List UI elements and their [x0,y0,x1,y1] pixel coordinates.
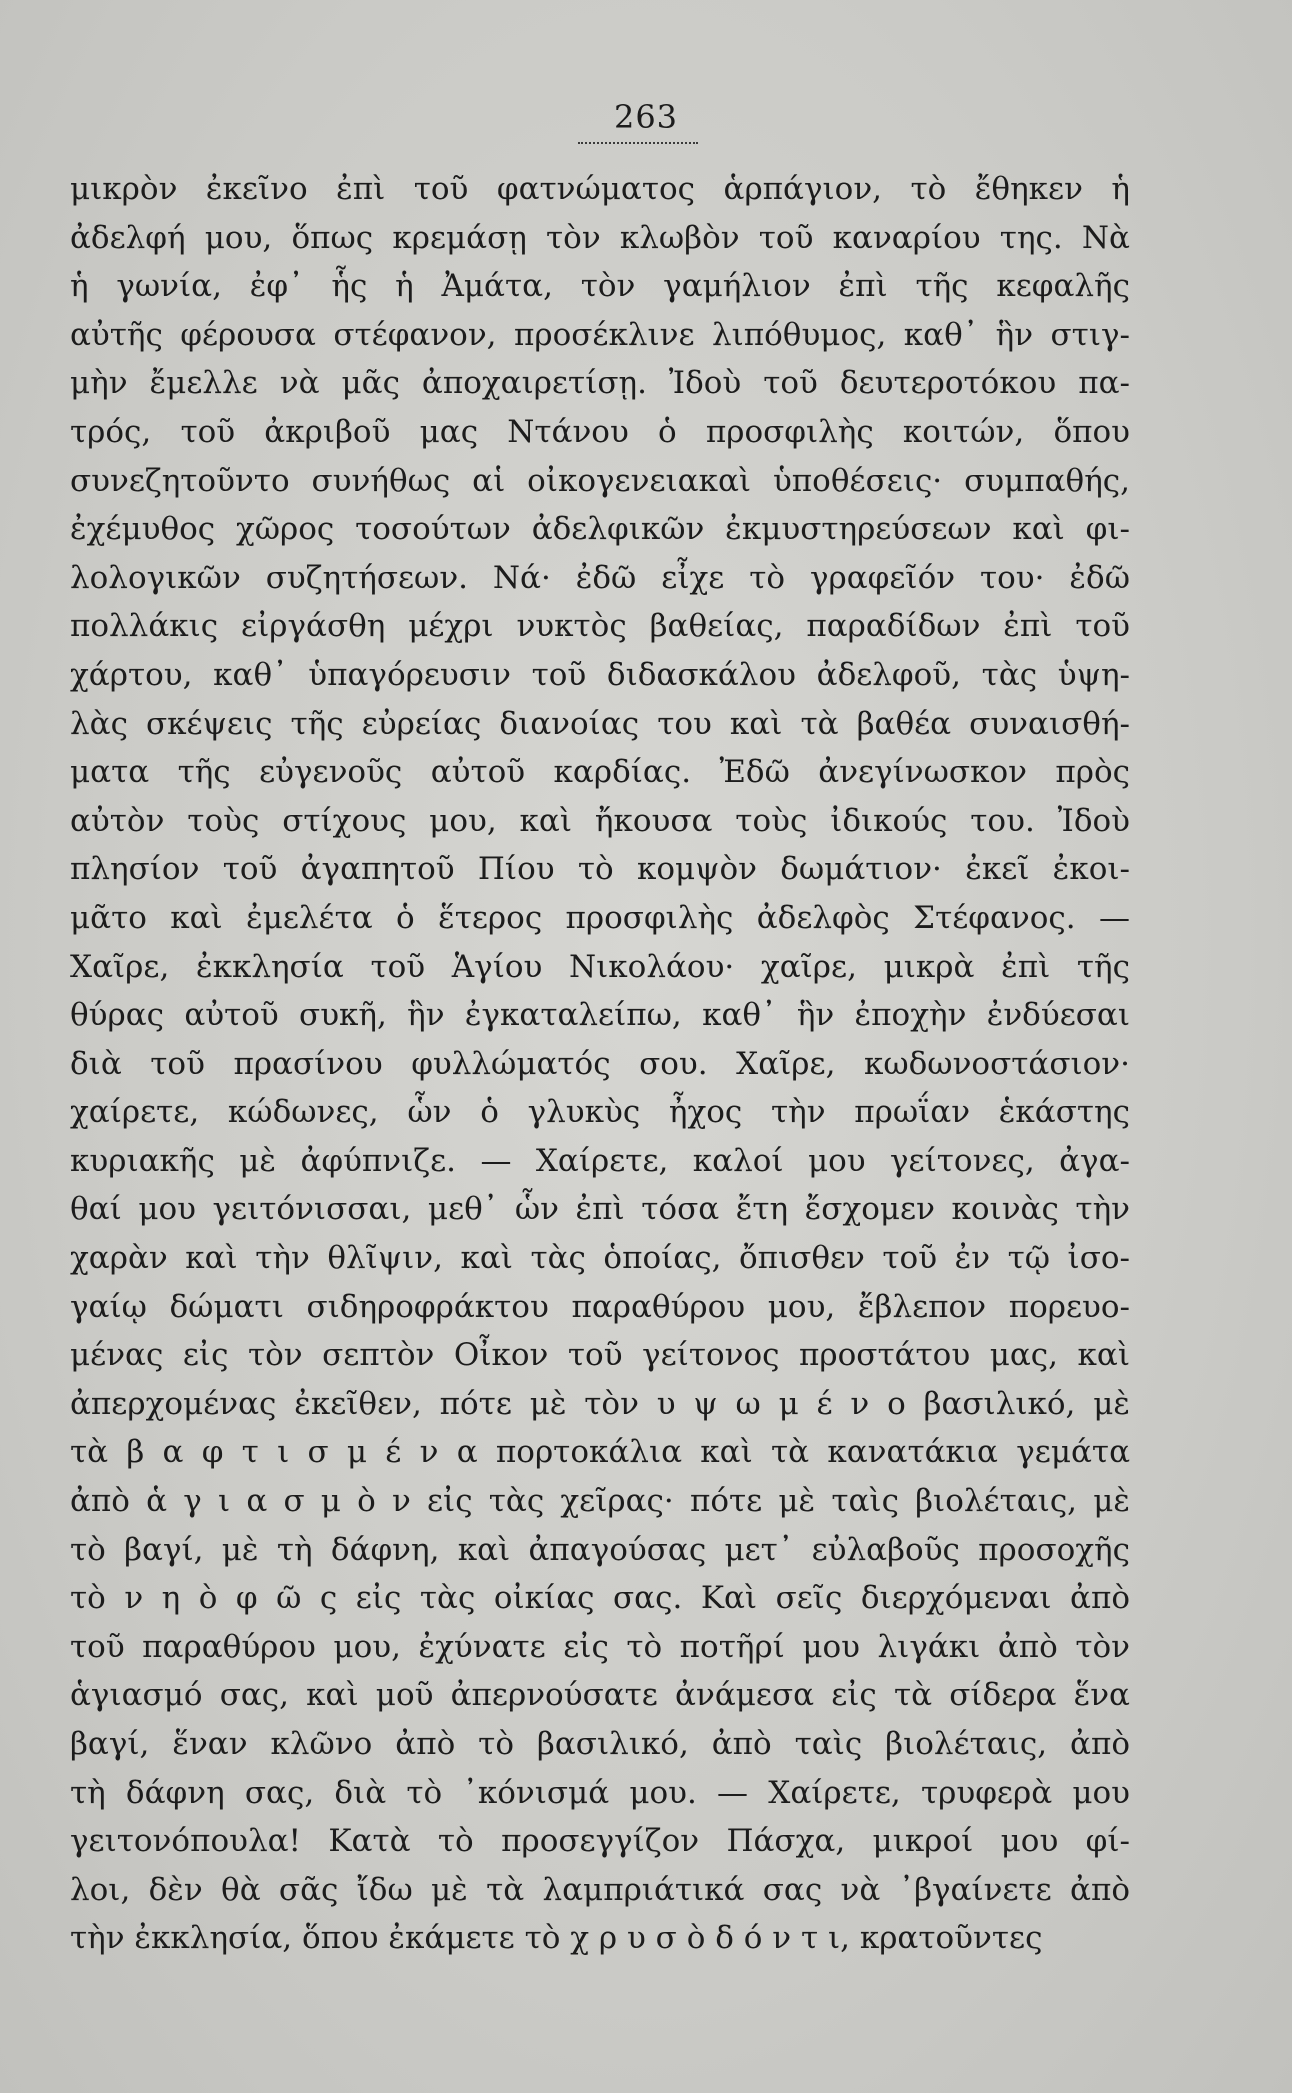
text-line: τὸ ν η ὸ φ ῶ ς εἰς τὰς οἰκίας σας. Καὶ σεῖς διερχόμεναι ἀπὸ [70,1580,1130,1617]
text-line: ἁγιασμό σας, καὶ μοῦ ἀπερνούσατε ἀνάμεσα εἰς τὰ σίδερα ἕνα [70,1677,1130,1714]
text-line: τὸ βαγί, μὲ τὴ δάφνη, καὶ ἀπαγούσας μετ᾽ εὐλαβοῦς προσοχῆς [70,1531,1130,1568]
text-line: λολογικῶν συζητήσεων. Νά· ἐδῶ εἶχε τὸ γραφεῖόν του· ἐδῶ [70,559,1130,596]
text-line: ἡ γωνία, ἐφ᾽ ἧς ἡ Ἀμάτα, τὸν γαμήλιον ἐπὶ τῆς κεφαλῆς [70,268,1130,305]
text-line: ἀπερχομένας ἐκεῖθεν, πότε μὲ τὸν υ ψ ω μ έ ν ο βασιλικό, μὲ [70,1385,1130,1422]
page-number: 263 [613,98,679,136]
text-line: βαγί, ἕναν κλῶνο ἀπὸ τὸ βασιλικό, ἀπὸ ταὶς βιολέταις, ἀπὸ [70,1726,1130,1762]
text-line: πολλάκις εἰργάσθη μέχρι νυκτὸς βαθείας, παραδίδων ἐπὶ τοῦ [70,608,1130,645]
body-text [70,165,1130,1963]
text-line: θύρας αὐτοῦ συκῆ, ἣν ἐγκαταλείπω, καθ᾽ ἣν ἐποχὴν ἐνδύεσαι [70,997,1130,1034]
text-line: γαίῳ δώματι σιδηροφράκτου παραθύρου μου, ἔβλεπον πορευο- [70,1288,1130,1325]
text-line: τὰ β α φ τ ι σ μ έ ν α πορτοκάλια καὶ τὰ κανατάκια γεμάτα [70,1434,1130,1471]
text-line: τὴν ἐκκλησία, ὅπου ἐκάμετε τὸ χ ρ υ σ ὸ δ ό ν τ ι, κρατοῦντες [70,1920,1043,1957]
text-line: κυριακῆς μὲ ἀφύπνιζε. — Χαίρετε, καλοί μου γείτονες, ἀγα- [70,1142,1130,1179]
page-number-rule [578,142,698,144]
text-line: διὰ τοῦ πρασίνου φυλλώματός σου. Χαῖρε, κωδωνοστάσιον· [70,1045,1130,1082]
text-line: ἐχέμυθος χῶρος τοσούτων ἀδελφικῶν ἐκμυστηρεύσεων καὶ φι- [70,511,1130,548]
text-line: Χαῖρε, ἐκκλησία τοῦ Ἁγίου Νικολάου· χαῖρε, μικρὰ ἐπὶ τῆς [70,948,1130,985]
text-line: θαί μου γειτόνισσαι, μεθ᾽ ὧν ἐπὶ τόσα ἔτη ἔσχομεν κοινὰς τὴν [70,1191,1130,1228]
text-line: τρός, τοῦ ἀκριβοῦ μας Ντάνου ὁ προσφιλὴς κοιτών, ὅπου [70,413,1130,450]
text-line: μὴν ἔμελλε νὰ μᾶς ἀποχαιρετίσῃ. Ἰδοὺ τοῦ δευτεροτόκου πα- [70,365,1130,402]
text-line: ματα τῆς εὐγενοῦς αὐτοῦ καρδίας. Ἐδῶ ἀνεγίνωσκον πρὸς [70,754,1130,791]
text-line: τοῦ παραθύρου μου, ἐχύνατε εἰς τὸ ποτῆρί μου λιγάκι ἀπὸ τὸν [70,1628,1130,1665]
text-line: λὰς σκέψεις τῆς εὐρείας διανοίας του καὶ τὰ βαθέα συναισθή- [70,705,1130,742]
text-line: μένας εἰς τὸν σεπτὸν Οἶκον τοῦ γείτονος προστάτου μας, καὶ [70,1337,1130,1374]
text-line: χαίρετε, κώδωνες, ὧν ὁ γλυκὺς ἦχος τὴν πρωΐαν ἑκάστης [70,1094,1130,1131]
text-line: τὴ δάφνη σας, διὰ τὸ ᾽κόνισμά μου. — Χαίρετε, τρυφερὰ μου [70,1774,1130,1811]
text-line: γειτονόπουλα! Κατὰ τὸ προσεγγίζον Πάσχα, μικροί μου φί- [70,1823,1130,1860]
text-line: μᾶτο καὶ ἐμελέτα ὁ ἕτερος προσφιλὴς ἀδελφὸς Στέφανος. — [70,899,1130,936]
text-line: λοι, δὲν θὰ σᾶς ἴδω μὲ τὰ λαμπριάτικά σας νὰ ᾽βγαίνετε ἀπὸ [70,1871,1130,1908]
text-line: αὐτῆς φέρουσα στέφανον, προσέκλινε λιπόθυμος, καθ᾽ ἣν στιγ- [70,316,1130,353]
text-line: ἀδελφή μου, ὅπως κρεμάσῃ τὸν κλωβὸν τοῦ καναρίου της. Νὰ [70,219,1130,256]
text-line: πλησίον τοῦ ἀγαπητοῦ Πίου τὸ κομψὸν δωμάτιον· ἐκεῖ ἐκοι- [70,851,1130,888]
text-line: χαρὰν καὶ τὴν θλῖψιν, καὶ τὰς ὁποίας, ὄπισθεν τοῦ ἐν τῷ ἰσο- [70,1240,1130,1277]
text-line: συνεζητοῦντο συνήθως αἱ οἰκογενειακαὶ ὑποθέσεις· συμπαθής, [70,462,1130,499]
text-line: ἀπὸ ἁ γ ι α σ μ ὸ ν εἰς τὰς χεῖρας· πότε μὲ ταὶς βιολέταις, μὲ [70,1483,1130,1520]
text-line: χάρτου, καθ᾽ ὑπαγόρευσιν τοῦ διδασκάλου ἀδελφοῦ, τὰς ὑψη- [70,656,1130,693]
text-line: αὐτὸν τοὺς στίχους μου, καὶ ἤκουσα τοὺς ἰδικούς του. Ἰδοὺ [70,802,1130,839]
text-line: μικρὸν ἐκεῖνο ἐπὶ τοῦ φατνώματος ἁρπάγιον, τὸ ἔθηκεν ἡ [70,171,1130,207]
